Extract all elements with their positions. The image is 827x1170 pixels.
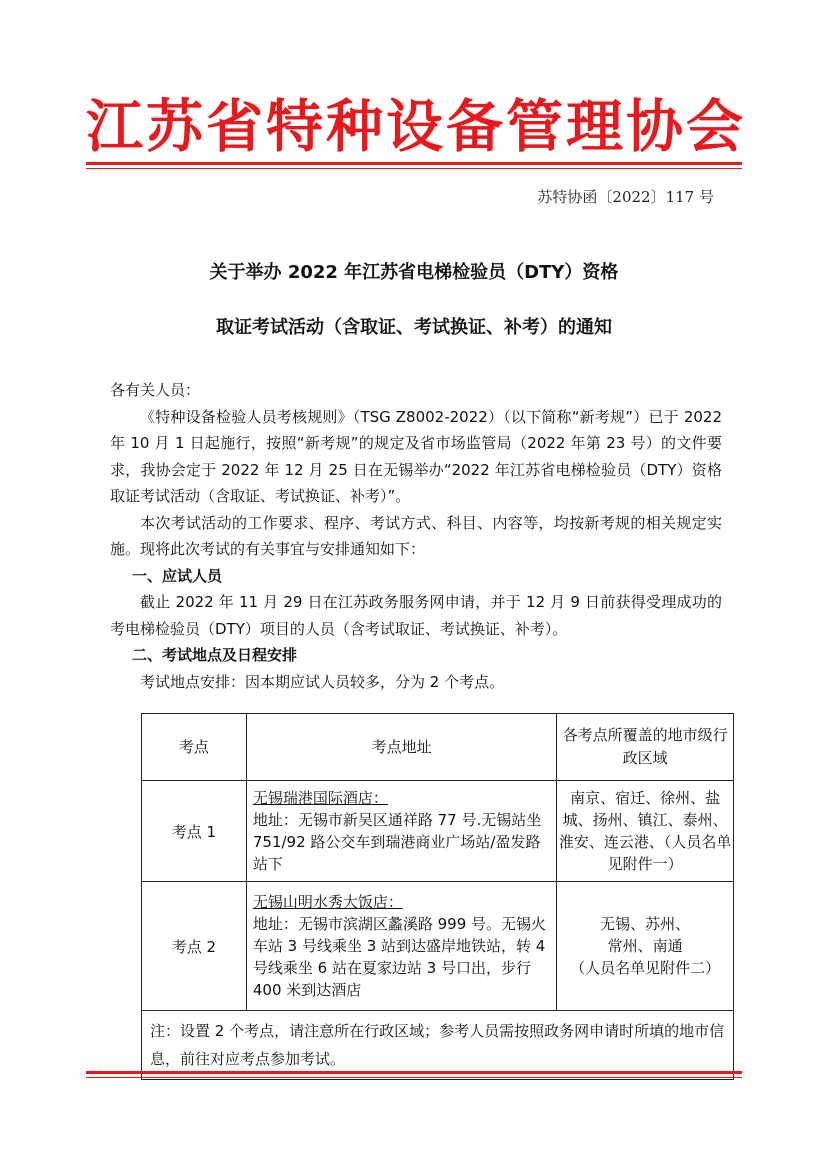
paragraph-candidates: 截止 2022 年 11 月 29 日在江苏政务服务网申请，并于 12 月 9 日前获得受理成功的考电梯检验员（DTY）项目的人员（含考试取证、考试换证、补考）。 bbox=[110, 593, 722, 638]
coverage-line: 常州、南通 bbox=[607, 937, 683, 955]
venue-address: 地址：无锡市新吴区通祥路 77 号.无锡站坐 751/92 路公交车到瑞港商业广场站/盈发路站下 bbox=[252, 811, 542, 873]
section-heading-venues: 二、考试地点及日程安排 bbox=[132, 646, 298, 664]
notice-body bbox=[110, 377, 722, 695]
coverage-line: 无锡、苏州、 bbox=[600, 915, 691, 933]
header-coverage: 各考点所覆盖的地市级行政区域 bbox=[557, 714, 734, 781]
table-note-row bbox=[142, 1011, 734, 1080]
venue-name: 无锡山明水秀大饭店： bbox=[252, 893, 403, 911]
exam-venue-table bbox=[141, 713, 734, 1080]
masthead-divider-thin bbox=[86, 168, 742, 169]
site-cell: 考点 1 bbox=[142, 781, 247, 882]
table-row bbox=[142, 882, 734, 1011]
coverage-cell: 南京、宿迁、徐州、盐城、扬州、镇江、泰州、淮安、连云港、（人员名单见附件一） bbox=[557, 781, 734, 882]
address-cell bbox=[246, 781, 556, 882]
section-heading-candidates: 一、应试人员 bbox=[132, 566, 223, 585]
organization-masthead: 江苏省特种设备管理协会 bbox=[86, 93, 746, 160]
footer-divider-thick bbox=[86, 1071, 742, 1074]
table-header-row bbox=[142, 714, 734, 781]
coverage-cell bbox=[557, 882, 734, 1011]
paragraph-venue-intro: 考试地点安排：因本期应试人员较多，分为 2 个考点。 bbox=[140, 672, 505, 691]
notice-title-line-1: 关于举办 2022 年江苏省电梯检验员（DTY）资格 bbox=[209, 262, 619, 283]
header-site: 考点 bbox=[142, 714, 247, 781]
address-cell bbox=[246, 882, 556, 1011]
venue-address: 地址：无锡市滨湖区蠡溪路 999 号。无锡火车站 3 号线乘坐 3 站到达盛岸地铁站，转 4 号线乘坐 6 站在夏家边站 3 号口出，步行 400 米到达酒店 bbox=[252, 915, 547, 999]
header-address: 考点地址 bbox=[246, 714, 556, 781]
venue-name: 无锡瑞港国际酒店： bbox=[252, 789, 388, 807]
document-number: 苏特协函〔2022〕117 号 bbox=[537, 188, 714, 206]
site-cell: 考点 2 bbox=[142, 882, 247, 1011]
table-note: 注：设置 2 个考点，请注意所在行政区域；参考人员需按照政务网申请时所填的地市信息，前往对应考点参加考试。 bbox=[142, 1011, 734, 1080]
masthead-divider-thick bbox=[86, 162, 742, 165]
salutation: 各有关人员： bbox=[110, 381, 201, 399]
paragraph-regulation: 《特种设备检验人员考核规则》（TSG Z8002-2022）（以下简称“新考规”）已于 2022 年 10 月 1 日起施行，按照“新考规”的规定及省市场监管局（2022 年第 23 号）的文件要求，我协会定于 2022 年 12 月 25 日在无锡举办“2022 年江苏省电梯检验员（DTY）资格取证考试活动（含取证、考试换证、补考）”。 bbox=[110, 407, 722, 505]
table-row bbox=[142, 781, 734, 882]
notice-title-line-2: 取证考试活动（含取证、考试换证、补考）的通知 bbox=[216, 317, 612, 338]
coverage-line: （人员名单见附件二） bbox=[570, 959, 721, 977]
paragraph-requirements: 本次考试活动的工作要求、程序、考试方式、科目、内容等，均按新考规的相关规定实施。现将此次考试的有关事宜与安排通知如下： bbox=[110, 513, 722, 558]
footer-divider-thin bbox=[86, 1077, 742, 1078]
